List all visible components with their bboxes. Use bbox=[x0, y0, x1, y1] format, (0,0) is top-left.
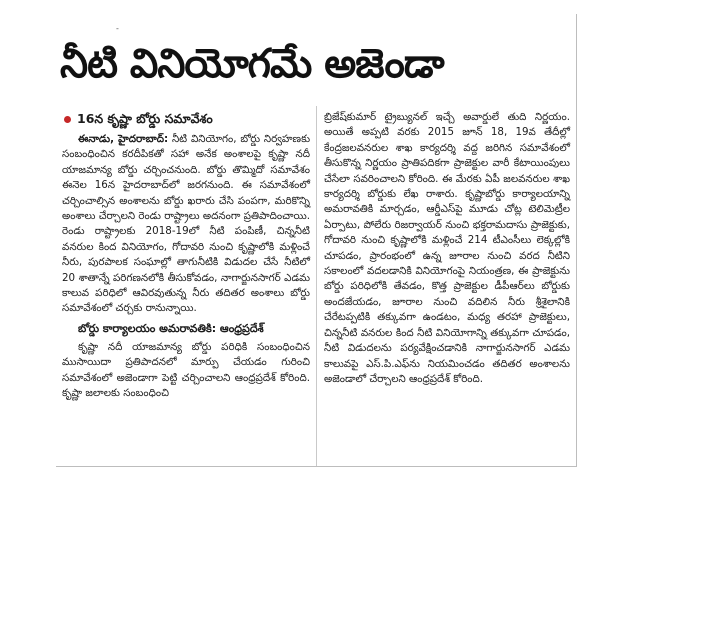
subheading-2: బోర్డు కార్యాలయం అమరావతికి: ఆంధ్రప్రదేశ్ bbox=[78, 321, 264, 335]
red-bullet-icon bbox=[64, 116, 71, 123]
right-paragraph: బ్రిజేష్‌కుమార్ ట్రైబ్యునల్ ఇచ్చే అవార్డులే తుది నిర్ణయం. అయితే అప్పటి వరకు 2015 జూన్ 18, 19వ తేదీల్లో కేంద్రజలవనరుల శాఖ కార్యదర్శి వద్ద జరిగిన సమావేశంలో తీసుకొన్న నిర్ణయం ప్రాతిపదికగా ప్రాజెక్టుల వారీ కేటాయింపులు చేసేలా సవరించాలని కోరింది. ఈ మేరకు ఏపీ జలవనరుల శాఖ కార్యదర్శి బోర్డుకు లేఖ రాశారు. కృష్ణాబోర్డు కార్యాలయాన్ని అమరావతికి మార్చడం, ఆర్డీఎస్‌పై మూడు చోట్ల టెలిమెట్రీల ఏర్పాటు, పోలేరు రిజర్వాయర్ నుంచి భక్తరామదాసు ప్రాజెక్టుకు, గోదావరి నుంచి కృష్ణాలోకి మళ్లించే 214 టీఎంసీలు లెక్కల్లోకి చూపడం, ప్రారంభంలో ఉన్న జూరాల నుంచి వరద నీటిని సకాలంలో వదలడానికి వినియోగంపై నియంత్రణ, ఈ ప్రాజెక్టును బోర్డు పరిధిలోకి తేవడం, కొత్త ప్రాజెక్టుల డీపీఆర్‌లు బోర్డుకు అందజేయడం, జూరాల నుంచి వదిలిన నీరు శ్రీశైలానికి చేరేటప్పటికి తక్కువగా ఉండటం, మధ్య తరహా ప్రాజెక్టులు, చిన్ననీటి వనరుల కింద నీటి వినియోగాన్ని తక్కువగా చూపడం, నీటి విడుదలను పర్యవేక్షించడానికి నాగార్జునసాగర్ ఎడమ కాలువపై ఎస్.పి.ఎఫ్‌ను నియమించడం తదితర అంశాలను అజెండాలో చేర్చాలని ఆంధ్రప్రదేశ్ కోరింది. bbox=[324, 111, 570, 385]
column-divider bbox=[316, 106, 317, 466]
left-paragraph-1 bbox=[62, 132, 310, 317]
left-paragraph-2: కృష్ణా నదీ యాజమాన్య బోర్డు పరిధికి సంబంధించిన ముసాయిదా ప్రతిపాదనలో మార్పు చేయడం గురించి సమావేశంలో అజెండాగా పెట్టి చర్చించాలని ఆంధ్రప్రదేశ్ కోరింది. కృష్ణా జలాలకు సంబంధించి bbox=[62, 340, 310, 400]
left-column bbox=[62, 110, 310, 402]
left-paragraph-1-text: నీటి వినియోగం, బోర్డు నిర్వహణకు సంబంధించిన కరదీపికతో సహా అనేక అంశాలపై కృష్ణా నదీ యాజమాన్య బోర్డు చర్చించనుంది. బోర్డు తొమ్మిదో సమావేశం ఈనెల 16న హైదరాబాద్‌లో జరగనుంది. ఈ సమావేశంలో చర్చించాల్సిన అంశాలను బోర్డు ఖరారు చేసి పంపగా, మరికొన్ని అంశాలు చేర్చాలని రెండు రాష్ట్రాలు అదనంగా ప్రతిపాదించాయి. రెండు రాష్ట్రాలకు 2018-19లో నీటి పంపిణీ, చిన్ననీటి వనరుల కింద వినియోగం, గోదావరి నుంచి కృష్ణాలోకి మళ్లించే నీరు, పురపాలక సంఘాల్లో తాగునీటికి విడుదల చేసే నీటిలో 20 శాతాన్నే పరిగణనలోకి తీసుకోవడం, నాగార్జునసాగర్ ఎడమ కాలువ పరిధిలో ఆవిరవుతున్న నీరు తదితర అంశాలు బోర్డు సమావేశంలో చర్చకు రానున్నాయి. bbox=[62, 133, 311, 315]
dateline: ఈనాడు, హైదరాబాద్: bbox=[78, 133, 169, 145]
headline: నీటి వినియోగమే అజెండా bbox=[60, 41, 444, 87]
subheading-text: 16న కృష్ణా బోర్డు సమావేశం bbox=[77, 111, 213, 126]
corner-dash: - bbox=[116, 24, 119, 33]
subheading bbox=[64, 110, 310, 128]
newspaper-clipping bbox=[56, 14, 577, 467]
right-column bbox=[324, 110, 570, 387]
